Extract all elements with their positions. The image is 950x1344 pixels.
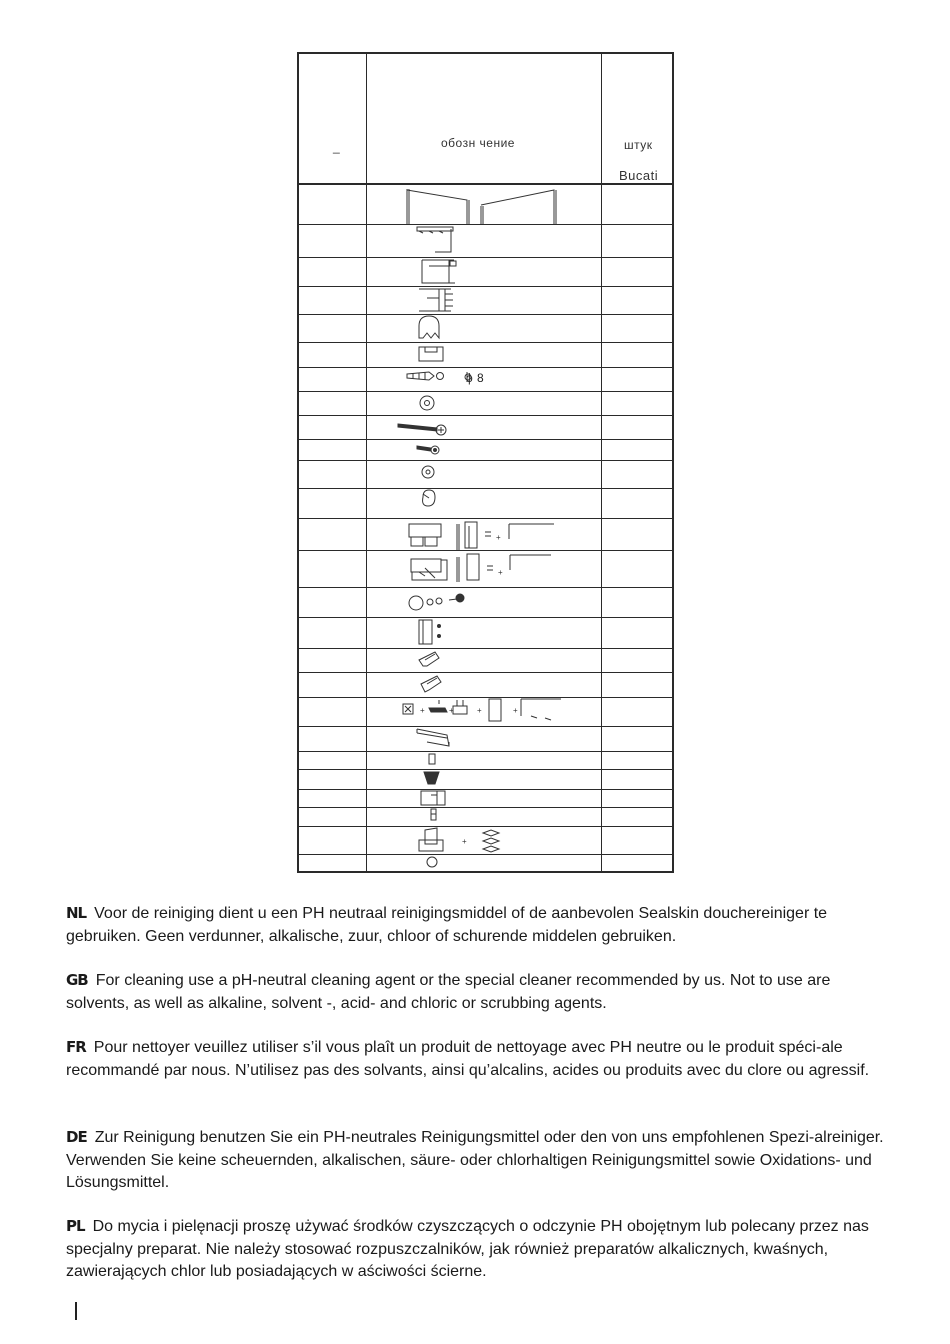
short-screw-icon	[417, 446, 439, 454]
header-brand: Bucati	[619, 168, 659, 183]
svg-text:+: +	[496, 533, 501, 542]
cover-cap-half-icon	[423, 490, 435, 506]
connector-set-icon	[403, 699, 561, 721]
page-marker	[75, 1302, 77, 1320]
hinge-set-icon	[409, 522, 554, 550]
long-screw-icon	[398, 424, 446, 435]
language-code: NL	[66, 904, 87, 922]
profile-end-icon	[421, 791, 445, 805]
svg-text:+: +	[477, 706, 482, 715]
small-block-icon	[429, 754, 435, 764]
small-clip-icon	[431, 809, 436, 820]
stopper-set-icon	[419, 828, 499, 852]
seal-strip-icon	[417, 729, 449, 746]
language-code: PL	[66, 1217, 85, 1235]
cover-cap-icon	[422, 466, 434, 478]
clip-icon	[419, 652, 439, 666]
door-panels-icon	[407, 189, 556, 224]
instruction-text: Pour nettoyer veuillez utiliser s’il vous plaît un produit de nettoyage avec PH neutre ou le produit spéci-ale recommandé par nous. N’utilisez pas des solvants, ainsi qu’alcalins, acides ou produits avec du clore ou agressif.	[66, 1039, 870, 1079]
svg-text:+: +	[449, 706, 454, 715]
wall-plug-icon	[407, 372, 471, 382]
instruction-gb	[66, 969, 896, 1015]
knob-set-icon	[409, 594, 464, 610]
instruction-nl	[66, 902, 896, 948]
language-code: FR	[66, 1038, 86, 1056]
svg-text:+: +	[498, 568, 503, 577]
washer-icon	[420, 396, 434, 410]
hinge-set-icon	[411, 554, 551, 582]
dowel-size-label: ϕ 8	[466, 371, 485, 385]
language-code: DE	[66, 1128, 87, 1146]
instruction-pl	[66, 1215, 896, 1284]
svg-text:+: +	[513, 706, 518, 715]
instruction-fr	[66, 1036, 896, 1082]
header-number: _	[333, 140, 341, 154]
instruction-text: Voor de reiniging dient u een PH neutraal reinigingsmiddel of de aanbevolen Sealskin douchereiniger te gebruiken. Geen verdunner, alkalische, zuur, chloor of schurende middelen gebruiken.	[66, 905, 828, 945]
instruction-text: Zur Reinigung benutzen Sie ein PH-neutrales Reinigungsmittel oder den von uns empfohlenen Spezi-alreiniger. Verwenden Sie keine scheuernden, alkalischen, säure- oder chlorhaltigen Reinigungsmittel sowie Oxidations- und Lösungsmittel.	[66, 1129, 884, 1191]
magnet-block-icon	[419, 620, 441, 644]
header-quantity: штук	[624, 138, 653, 152]
instruction-text: For cleaning use a pH-neutral cleaning agent or the special cleaner recommended by us. Not to use are solvents, as well as alkaline, solvent -, acid- and chloric or scrubbing agents.	[66, 972, 831, 1012]
svg-text:+: +	[462, 837, 467, 846]
instruction-de	[66, 1126, 896, 1195]
wall-profile-icon	[417, 227, 453, 252]
adapter-profile-icon	[419, 289, 453, 311]
channel-profile-icon	[422, 260, 456, 283]
round-cap-icon	[427, 857, 437, 867]
parts-table	[297, 52, 674, 873]
parts-illustrations	[299, 54, 672, 871]
cap-block-icon	[419, 347, 443, 361]
instruction-text: Do mycia i pielęnacji proszę używać środków czyszczących o odczynie PH obojętnym lub polecany przez nas specjalny preparat. Nie należy stosować rozpuszczalników, jak również preparatów alkalicznych, kwaśnych, zawierających chlor lub posiadających w aściwości ścierne.	[66, 1218, 869, 1280]
clip-icon	[421, 676, 441, 692]
language-code: GB	[66, 971, 88, 989]
svg-text:+: +	[420, 706, 425, 715]
brush-icon	[424, 772, 439, 784]
header-designation: обозн чение	[441, 136, 515, 150]
end-cap-icon	[419, 316, 439, 338]
